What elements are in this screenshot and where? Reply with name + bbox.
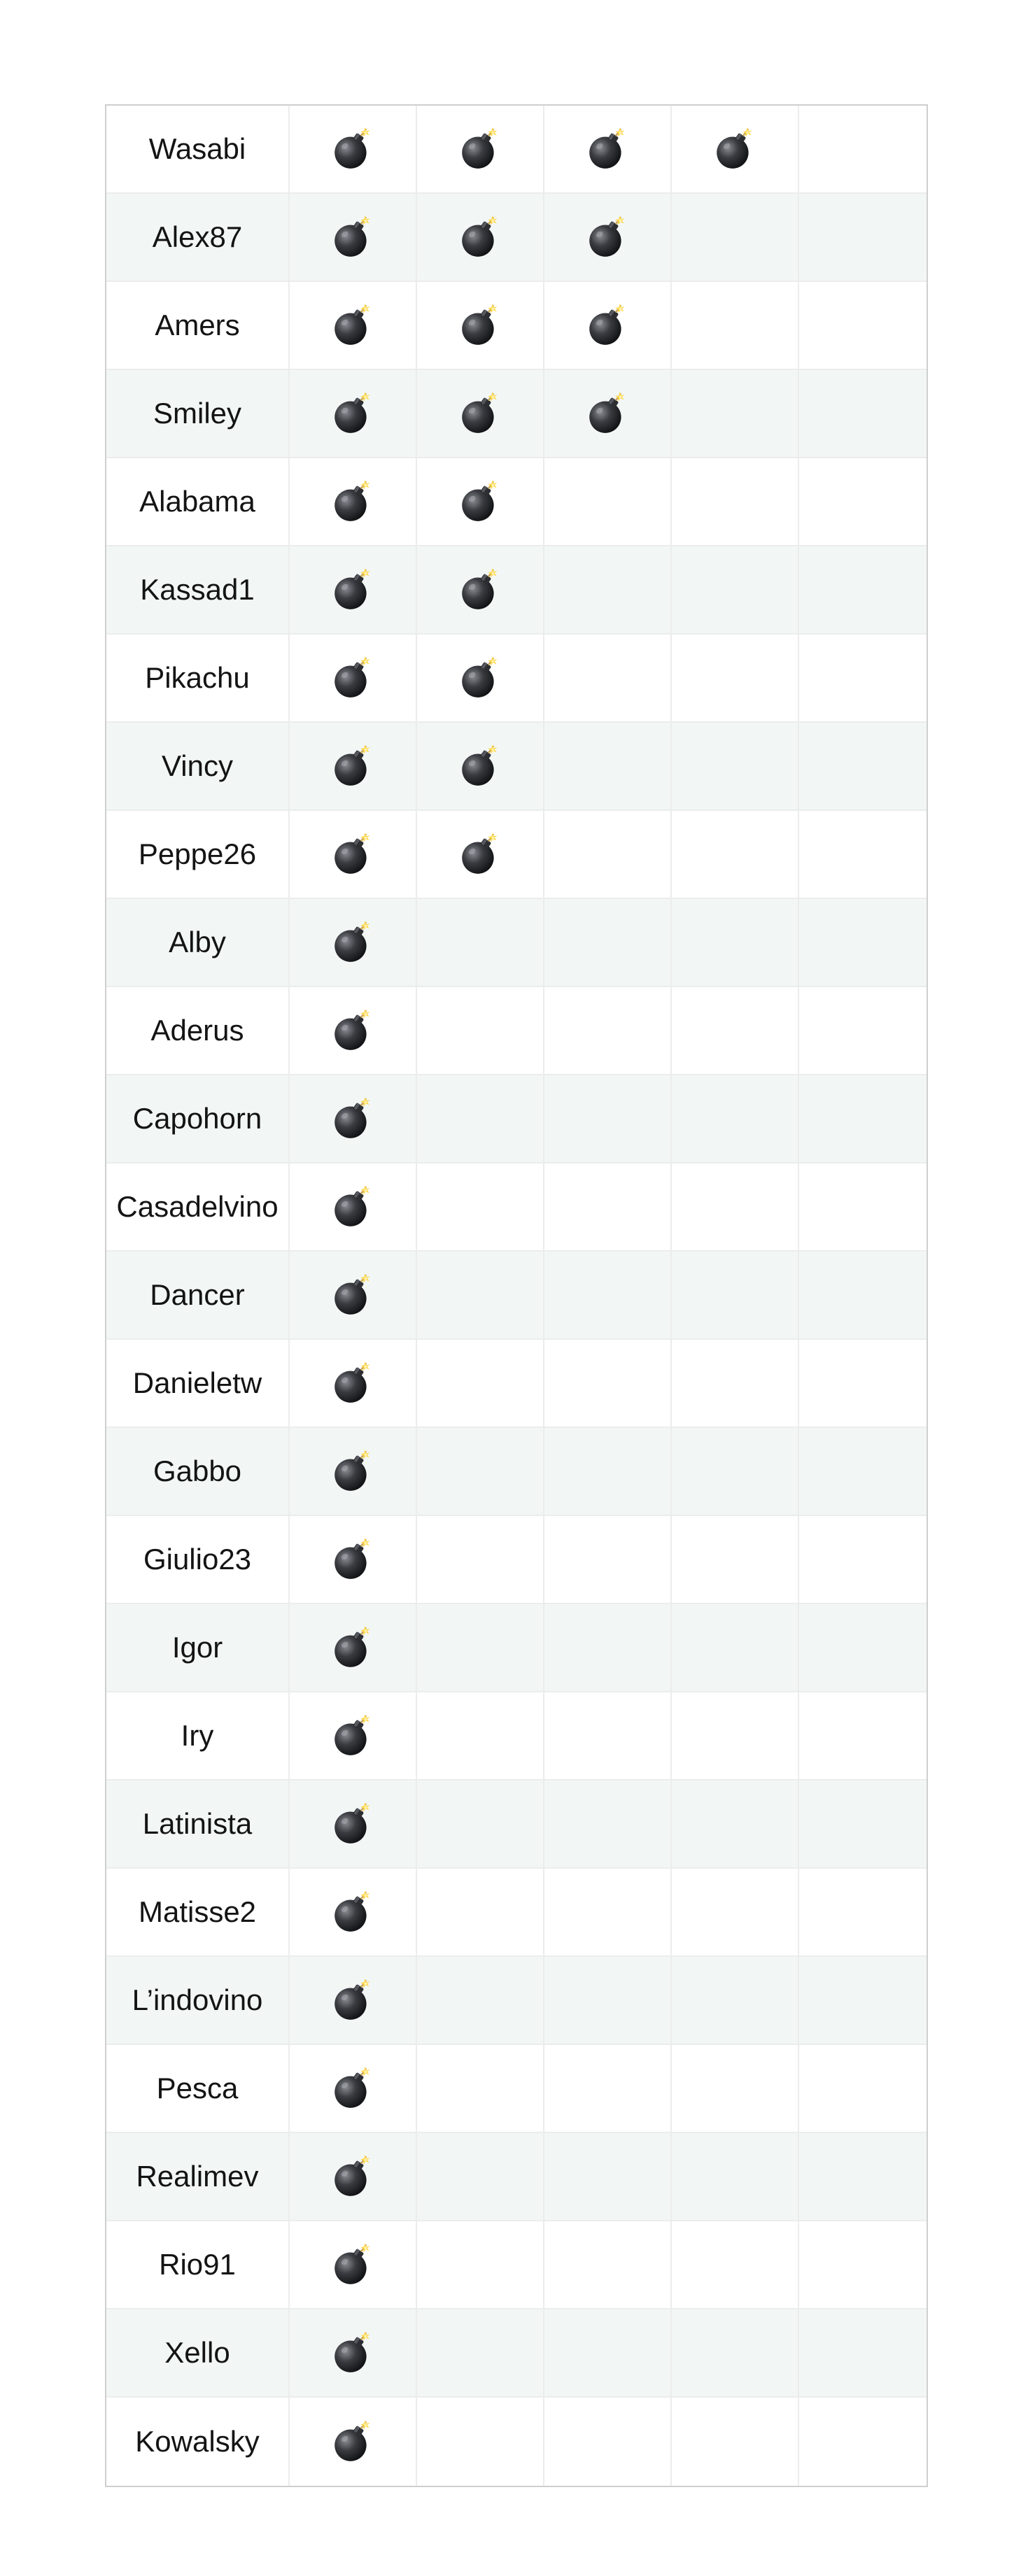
bomb-cell [417, 1781, 544, 1867]
player-name: Igor [106, 1604, 290, 1691]
player-name: Kassad1 [106, 546, 290, 633]
bomb-cell [417, 1340, 544, 1427]
table-row [106, 2221, 927, 2309]
table-row [106, 370, 927, 458]
bomb-cell [417, 723, 544, 809]
bomb-icon [330, 831, 376, 877]
bomb-cell [290, 1428, 417, 1515]
bomb-cell [544, 723, 672, 809]
bomb-cell [672, 1075, 799, 1162]
bomb-cell [799, 1340, 927, 1427]
bomb-cell [544, 546, 672, 633]
bomb-cell [544, 1692, 672, 1779]
bomb-icon [457, 479, 503, 525]
table-row [106, 546, 927, 635]
table-row [106, 2309, 927, 2398]
bomb-cell [290, 2398, 417, 2486]
player-name: Rio91 [106, 2221, 290, 2308]
player-name: Smiley [106, 370, 290, 457]
bomb-cell [290, 458, 417, 545]
bomb-cell [672, 1604, 799, 1691]
bomb-icon [457, 126, 503, 172]
bomb-cell [290, 635, 417, 721]
bomb-icon [330, 567, 376, 613]
bomb-cell [799, 1957, 927, 2044]
table-row [106, 723, 927, 811]
bomb-icon [330, 126, 376, 172]
table-row [106, 1604, 927, 1692]
bomb-cell [672, 106, 799, 192]
table-row [106, 1075, 927, 1163]
player-name: Casadelvino [106, 1163, 290, 1250]
bomb-cell [672, 458, 799, 545]
bomb-cell [417, 899, 544, 986]
bomb-cell [799, 106, 927, 192]
bomb-cell [290, 194, 417, 281]
bomb-icon [330, 2153, 376, 2200]
bomb-cell [672, 1957, 799, 2044]
bomb-cell [672, 2221, 799, 2308]
bomb-cell [544, 1604, 672, 1691]
bomb-icon [330, 1801, 376, 1847]
bomb-icon [330, 1272, 376, 1318]
bomb-cell [290, 2045, 417, 2132]
bomb-cell [672, 723, 799, 809]
bomb-cell [544, 1340, 672, 1427]
bomb-cell [799, 2398, 927, 2486]
table-row [106, 2045, 927, 2133]
bomb-cell [290, 899, 417, 986]
bomb-cell [672, 899, 799, 986]
bomb-icon [457, 567, 503, 613]
bomb-cell [799, 1692, 927, 1779]
bomb-cell [672, 194, 799, 281]
player-name: Aderus [106, 987, 290, 1074]
bomb-icon [330, 1536, 376, 1583]
player-name: Alabama [106, 458, 290, 545]
table-row [106, 811, 927, 899]
bomb-cell [544, 1869, 672, 1955]
bomb-cell [672, 1252, 799, 1338]
table-row [106, 458, 927, 546]
bomb-cell [417, 282, 544, 369]
bomb-cell [799, 194, 927, 281]
bomb-cell [290, 1604, 417, 1691]
bomb-cell [672, 1781, 799, 1867]
player-name: Alby [106, 899, 290, 986]
player-name: Giulio23 [106, 1516, 290, 1603]
player-name: Iry [106, 1692, 290, 1779]
bomb-icon [330, 2330, 376, 2376]
player-name: Kowalsky [106, 2398, 290, 2486]
bomb-icon [330, 1184, 376, 1230]
bomb-cell [672, 811, 799, 898]
bomb-cell [799, 1516, 927, 1603]
bomb-cell [290, 1075, 417, 1162]
scoreboard-table [105, 104, 928, 2487]
bomb-cell [417, 1428, 544, 1515]
bomb-cell [544, 194, 672, 281]
player-name: Latinista [106, 1781, 290, 1867]
bomb-cell [672, 546, 799, 633]
bomb-cell [544, 1781, 672, 1867]
bomb-cell [417, 1075, 544, 1162]
bomb-icon [330, 1713, 376, 1759]
bomb-cell [672, 1516, 799, 1603]
bomb-cell [417, 1869, 544, 1955]
table-row [106, 635, 927, 723]
bomb-cell [799, 1075, 927, 1162]
bomb-cell [544, 370, 672, 457]
bomb-cell [799, 1252, 927, 1338]
bomb-icon [584, 214, 631, 260]
bomb-icon [330, 479, 376, 525]
table-row [106, 1428, 927, 1516]
bomb-icon [330, 1889, 376, 1935]
table-row [106, 1516, 927, 1604]
bomb-cell [544, 282, 672, 369]
player-name: Matisse2 [106, 1869, 290, 1955]
bomb-icon [330, 1977, 376, 2023]
bomb-cell [290, 1957, 417, 2044]
player-name: Gabbo [106, 1428, 290, 1515]
bomb-cell [672, 2045, 799, 2132]
bomb-cell [290, 1869, 417, 1955]
bomb-icon [330, 214, 376, 260]
bomb-icon [330, 302, 376, 348]
bomb-cell [290, 811, 417, 898]
table-row [106, 106, 927, 194]
player-name: Vincy [106, 723, 290, 809]
table-row [106, 987, 927, 1075]
bomb-icon [457, 831, 503, 877]
bomb-cell [290, 282, 417, 369]
bomb-cell [544, 811, 672, 898]
bomb-cell [672, 1340, 799, 1427]
bomb-cell [417, 194, 544, 281]
bomb-cell [799, 370, 927, 457]
bomb-icon [457, 743, 503, 789]
player-name: Xello [106, 2309, 290, 2396]
bomb-cell [799, 458, 927, 545]
bomb-cell [544, 1252, 672, 1338]
bomb-cell [417, 811, 544, 898]
player-name: Alex87 [106, 194, 290, 281]
bomb-cell [417, 2221, 544, 2308]
bomb-cell [417, 458, 544, 545]
bomb-cell [417, 1692, 544, 1779]
bomb-icon [330, 390, 376, 437]
table-row [106, 194, 927, 282]
bomb-icon [330, 919, 376, 965]
bomb-icon [330, 2242, 376, 2288]
bomb-cell [544, 2221, 672, 2308]
bomb-icon [330, 743, 376, 789]
bomb-cell [799, 2221, 927, 2308]
bomb-cell [417, 546, 544, 633]
bomb-icon [584, 302, 631, 348]
table-row [106, 282, 927, 370]
player-name: Pikachu [106, 635, 290, 721]
player-name: Pesca [106, 2045, 290, 2132]
player-name: Dancer [106, 1252, 290, 1338]
bomb-icon [330, 1360, 376, 1406]
bomb-cell [290, 106, 417, 192]
table-row [106, 1781, 927, 1869]
player-name: Peppe26 [106, 811, 290, 898]
bomb-icon [584, 390, 631, 437]
table-row [106, 899, 927, 987]
bomb-cell [417, 2045, 544, 2132]
bomb-cell [672, 1869, 799, 1955]
bomb-cell [544, 1516, 672, 1603]
bomb-cell [544, 987, 672, 1074]
bomb-cell [290, 370, 417, 457]
table-row [106, 2398, 927, 2486]
bomb-icon [330, 1448, 376, 1494]
bomb-cell [544, 2133, 672, 2220]
table-row [106, 2133, 927, 2221]
bomb-cell [672, 987, 799, 1074]
player-name: L’indovino [106, 1957, 290, 2044]
bomb-cell [290, 1163, 417, 1250]
player-name: Realimev [106, 2133, 290, 2220]
bomb-cell [799, 987, 927, 1074]
bomb-icon [584, 126, 631, 172]
bomb-cell [799, 723, 927, 809]
bomb-cell [290, 723, 417, 809]
bomb-cell [544, 2045, 672, 2132]
bomb-cell [417, 987, 544, 1074]
bomb-icon [330, 2065, 376, 2111]
bomb-cell [544, 2398, 672, 2486]
bomb-cell [799, 1428, 927, 1515]
bomb-cell [290, 1516, 417, 1603]
bomb-cell [799, 282, 927, 369]
bomb-cell [799, 1604, 927, 1691]
bomb-cell [672, 2398, 799, 2486]
player-name: Danieletw [106, 1340, 290, 1427]
bomb-cell [799, 635, 927, 721]
player-name: Amers [106, 282, 290, 369]
bomb-cell [417, 1957, 544, 2044]
bomb-icon [457, 214, 503, 260]
bomb-cell [290, 1252, 417, 1338]
bomb-cell [799, 2309, 927, 2396]
table-row [106, 1957, 927, 2045]
bomb-cell [417, 1252, 544, 1338]
bomb-cell [672, 1692, 799, 1779]
bomb-cell [417, 1604, 544, 1691]
bomb-cell [417, 106, 544, 192]
bomb-cell [290, 1340, 417, 1427]
bomb-cell [672, 635, 799, 721]
bomb-cell [799, 2045, 927, 2132]
bomb-cell [799, 546, 927, 633]
bomb-cell [799, 811, 927, 898]
bomb-icon [330, 655, 376, 701]
bomb-cell [417, 2309, 544, 2396]
table-row [106, 1340, 927, 1428]
bomb-cell [672, 1428, 799, 1515]
bomb-cell [672, 2309, 799, 2396]
bomb-cell [544, 1957, 672, 2044]
bomb-cell [417, 1516, 544, 1603]
bomb-cell [290, 1692, 417, 1779]
bomb-cell [544, 2309, 672, 2396]
bomb-cell [544, 1163, 672, 1250]
bomb-cell [799, 1163, 927, 1250]
bomb-cell [544, 1075, 672, 1162]
bomb-icon [330, 1625, 376, 1671]
bomb-cell [799, 1781, 927, 1867]
bomb-cell [290, 546, 417, 633]
bomb-cell [290, 987, 417, 1074]
bomb-cell [290, 1781, 417, 1867]
bomb-cell [290, 2221, 417, 2308]
bomb-icon [330, 2419, 376, 2465]
bomb-icon [457, 390, 503, 437]
bomb-cell [799, 1869, 927, 1955]
table-row [106, 1163, 927, 1252]
bomb-icon [330, 1096, 376, 1142]
table-row [106, 1252, 927, 1340]
player-name: Wasabi [106, 106, 290, 192]
bomb-cell [290, 2133, 417, 2220]
bomb-cell [544, 458, 672, 545]
table-row [106, 1692, 927, 1781]
bomb-cell [544, 899, 672, 986]
bomb-cell [544, 635, 672, 721]
bomb-cell [799, 2133, 927, 2220]
bomb-cell [672, 2133, 799, 2220]
bomb-icon [457, 655, 503, 701]
bomb-cell [290, 2309, 417, 2396]
bomb-icon [330, 1007, 376, 1054]
bomb-cell [672, 370, 799, 457]
bomb-cell [672, 1163, 799, 1250]
bomb-icon [457, 302, 503, 348]
bomb-cell [672, 282, 799, 369]
bomb-cell [417, 1163, 544, 1250]
bomb-cell [544, 106, 672, 192]
table-row [106, 1869, 927, 1957]
player-name: Capohorn [106, 1075, 290, 1162]
bomb-cell [417, 370, 544, 457]
bomb-cell [417, 2398, 544, 2486]
bomb-cell [417, 635, 544, 721]
bomb-cell [417, 2133, 544, 2220]
bomb-cell [544, 1428, 672, 1515]
bomb-cell [799, 899, 927, 986]
bomb-icon [712, 126, 758, 172]
